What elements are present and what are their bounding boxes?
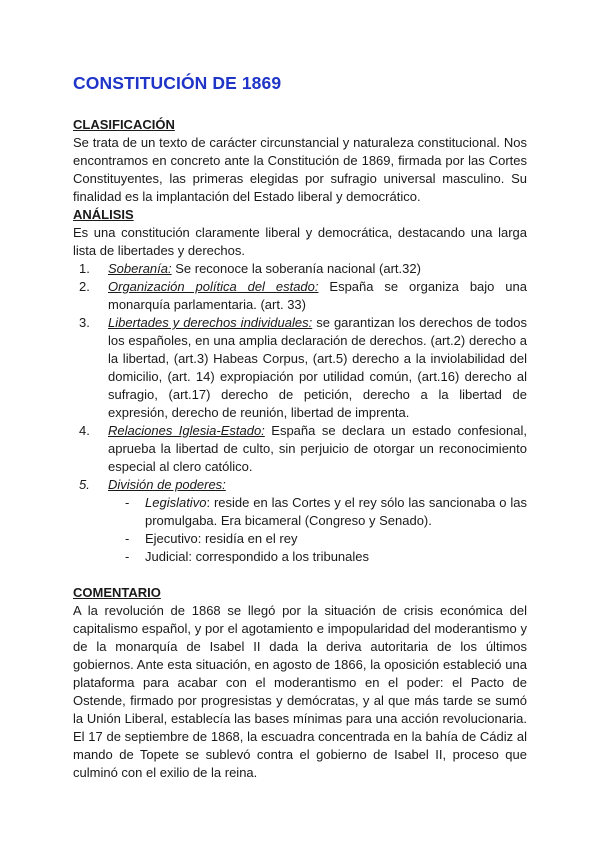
bullet-dash: - <box>125 549 130 564</box>
comentario-text: A la revolución de 1868 se llegó por la situación de crisis económica del capitalismo español, y por el agotamiento e impopularidad del moderantismo y de la monarquía de Isabel II dada la deriva autoritaria de los últimos gobiernos. Ante esta situación, en agosto de 1866, la oposición estableció una plataforma para acabar con el moderantismo en el poder: el Pacto de Ostende, firmado por progresistas y demócratas, y al que más tarde se sumó la Unión Liberal, establecía las bases mínimas para una acción revolucionaria. El 17 de septiembre de 1868, la escuadra concentrada en la bahía de Cádiz al mando de Topete se sublevó contra el gobierno de Isabel II, proceso que culminó con el exilio de la reina. <box>73 603 527 780</box>
analisis-item-5 <box>73 476 527 566</box>
document-title: CONSTITUCIÓN DE 1869 <box>73 73 282 93</box>
analisis-list <box>73 260 527 566</box>
heading-analisis: ANÁLISIS <box>73 207 134 222</box>
item-title: Libertades y derechos individuales: <box>108 315 313 330</box>
poder-ejecutivo <box>108 530 527 548</box>
item-title: Soberanía: <box>108 261 172 276</box>
bullet-dash: - <box>125 495 130 510</box>
analisis-item-2 <box>73 278 527 314</box>
poder-text: Ejecutivo: residía en el rey <box>145 531 298 546</box>
item-text: España se declara un estado confesional, aprueba la libertad de culto, sin perjuicio de otorgar un reconocimiento especial al clero católico. <box>108 423 527 474</box>
poder-judicial <box>108 548 527 566</box>
document-page <box>73 72 527 782</box>
poder-label: Legislativo <box>145 495 207 510</box>
item-number: 3. <box>79 315 90 330</box>
item-number: 1. <box>79 261 90 276</box>
poderes-list <box>108 494 527 566</box>
item-number: 4. <box>79 423 90 438</box>
item-number: 5. <box>79 477 90 492</box>
poder-text: Judicial: correspondido a los tribunales <box>145 549 370 564</box>
poder-text: : reside en las Cortes y el rey sólo las sancionaba o las promulgaba. Era bicameral (Congreso y Senado). <box>145 495 527 528</box>
item-number: 2. <box>79 279 90 294</box>
analisis-item-1 <box>73 260 527 278</box>
analisis-item-3 <box>73 314 527 422</box>
item-text: Se reconoce la soberanía nacional (art.32) <box>171 261 421 276</box>
heading-clasificacion: CLASIFICACIÓN <box>73 117 175 132</box>
item-text: España se organiza bajo una monarquía parlamentaria. (art. 33) <box>108 279 527 312</box>
item-text: se garantizan los derechos de todos los españoles, en una amplia declaración de derechos. (art.2) derecho a la libertad, (art.3) Habeas Corpus, (art.5) derecho a la inviolabilidad del domicilio, (art. 14) expropiación por utilidad común, (art.16) derecho al sufragio, (art.17) derecho de petición, derecho a la libertad de expresión, derecho de reunión, libertad de imprenta. <box>108 315 528 420</box>
analisis-item-4 <box>73 422 527 476</box>
clasificacion-text: Se trata de un texto de carácter circunstancial y naturaleza constitucional. Nos encontramos en concreto ante la Constitución de 1869, firmada por las Cortes Constituyentes, las primeras elegidas por sufragio universal masculino. Su finalidad es la implantación del Estado liberal y democrático. <box>73 135 527 204</box>
analisis-intro: Es una constitución claramente liberal y democrática, destacando una larga lista de libertades y derechos. <box>73 225 527 258</box>
bullet-dash: - <box>125 531 130 546</box>
item-title: Relaciones Iglesia-Estado: <box>108 423 265 438</box>
poder-legislativo <box>108 494 527 530</box>
item-title: División de poderes: <box>108 477 226 492</box>
item-title: Organización política del estado: <box>108 279 319 294</box>
heading-comentario: COMENTARIO <box>73 585 161 600</box>
